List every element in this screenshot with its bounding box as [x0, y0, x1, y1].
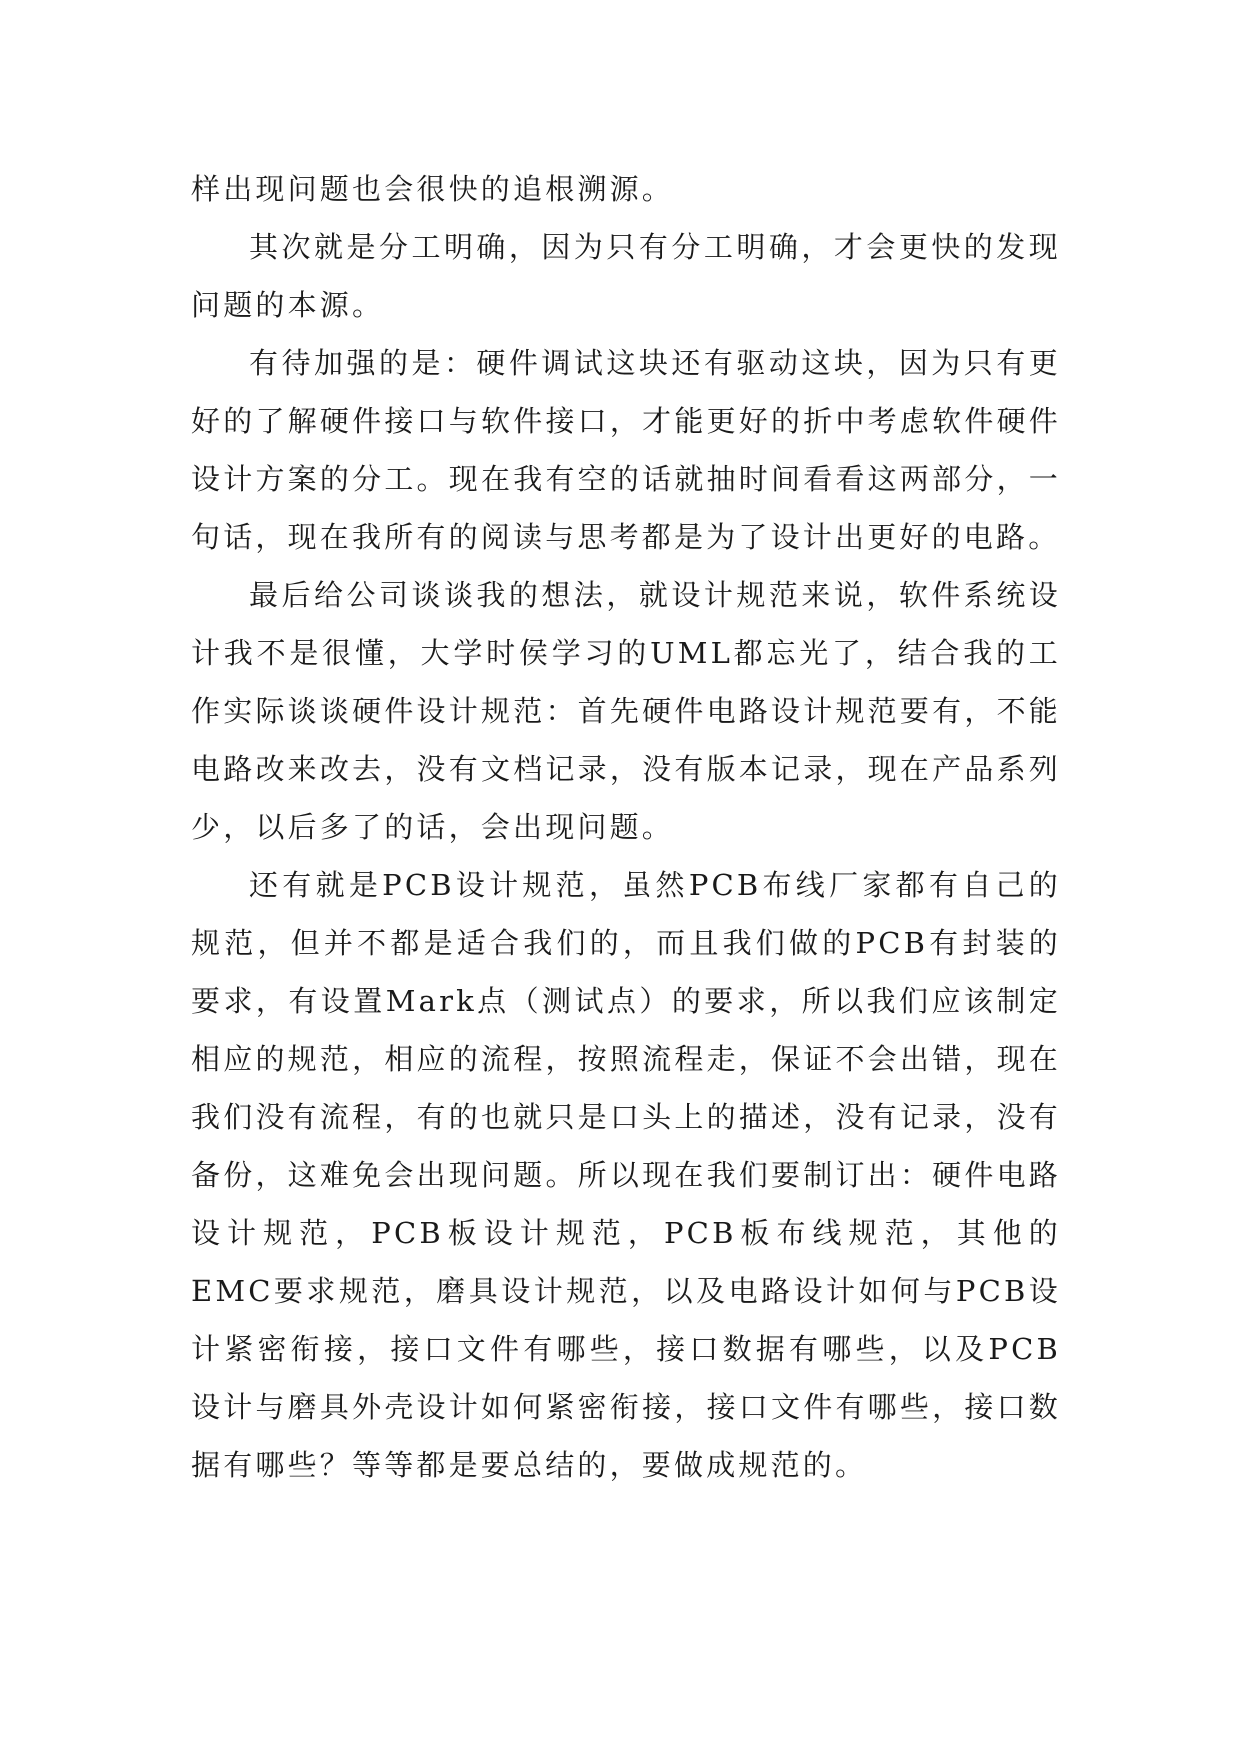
- paragraph-continuation: 样出现问题也会很快的追根溯源。: [191, 172, 675, 206]
- document-body: [191, 160, 1061, 1494]
- paragraph-improvement: 有待加强的是：硬件调试这块还有驱动这块，因为只有更好的了解硬件接口与软件接口，才能更好的折中考虑软件硬件设计方案的分工。现在我有空的话就抽时间看看这两部分，一句话，现在我所有的阅读与思考都是为了设计出更好的电路。: [191, 346, 1061, 554]
- paragraph-division-of-labor: 其次就是分工明确，因为只有分工明确，才会更快的发现问题的本源。: [191, 230, 1061, 322]
- paragraph-pcb-spec: 还有就是PCB设计规范，虽然PCB布线厂家都有自己的规范，但并不都是适合我们的，而且我们做的PCB有封装的要求，有设置Mark点（测试点）的要求，所以我们应该制定相应的规范，相应的流程，按照流程走，保证不会出错，现在我们没有流程，有的也就只是口头上的描述，没有记录，没有备份，这难免会出现问题。所以现在我们要制订出：硬件电路设计规范，PCB板设计规范，PCB板布线规范，其他的EMC要求规范，磨具设计规范，以及电路设计如何与PCB设计紧密衔接，接口文件有哪些，接口数据有哪些，以及PCB设计与磨具外壳设计如何紧密衔接，接口文件有哪些，接口数据有哪些？等等都是要总结的，要做成规范的。: [191, 868, 1061, 1482]
- paragraph-hardware-spec: 最后给公司谈谈我的想法，就设计规范来说，软件系统设计我不是很懂，大学时侯学习的UML都忘光了，结合我的工作实际谈谈硬件设计规范：首先硬件电路设计规范要有，不能电路改来改去，没有文档记录，没有版本记录，现在产品系列少，以后多了的话，会出现问题。: [191, 578, 1061, 844]
